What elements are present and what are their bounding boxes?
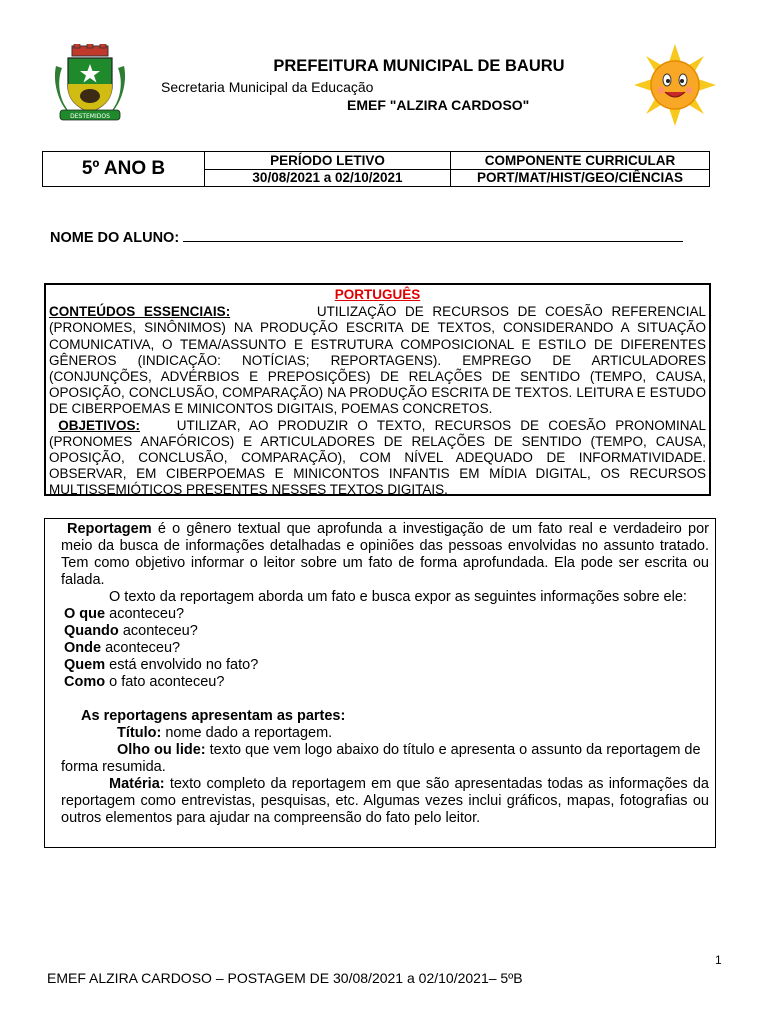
part-olho: Olho ou lide: texto que vem logo abaixo do título e apresenta o assunto da reportagem de forma resumida. xyxy=(61,742,701,775)
conteudos-label: CONTEÚDOS ESSENCIAIS: xyxy=(49,304,231,320)
prefeitura-title: PREFEITURA MUNICIPAL DE BAURU xyxy=(273,57,565,75)
part-materia: Matéria: texto completo da reportagem em que são apresentadas todas as informações da reportagem como entrevistas, pesquisas, etc. Algumas vezes inclui gráficos, mapas, fotografias ou outros elementos para ajudar na compreensão do fato pelo leitor. xyxy=(61,776,710,826)
parts-heading: As reportagens apresentam as partes: xyxy=(81,708,346,724)
objetivos-paragraph xyxy=(49,418,706,499)
componente-header: COMPONENTE CURRICULAR xyxy=(484,152,676,168)
periodo-header: PERÍODO LETIVO xyxy=(270,152,385,168)
municipal-crest-logo xyxy=(50,44,130,122)
reportagem-intro xyxy=(61,521,709,589)
student-name-line xyxy=(50,229,683,246)
periodo-value: 30/08/2021 a 02/10/2021 xyxy=(205,169,450,187)
conteudos-paragraph xyxy=(49,304,706,417)
portugues-heading: PORTUGUÊS xyxy=(334,287,421,302)
conteudos-text: UTILIZAÇÃO DE RECURSOS DE COESÃO REFERENCIAL (PRONOMES, SINÔNIMOS) NA PRODUÇÃO ESCRITA DE TEXTOS, CONSIDERANDO A SITUAÇÃO COMUNICATIVA, O TEMA/ASSUNTO E ESTRUTURA COMPOSICIONAL E ESTILO DE DIFERENTES GÊNEROS (INDICAÇÃO: NOTÍCIAS; REPORTAGENS). EMPREGO DE ARTICULADORES (CONJUNÇÕES, ADVÉRBIOS E PREPOSIÇÕES) DE RELAÇÕES DE SENTIDO (TEMPO, CAUSA, OPOSIÇÃO, CONCLUSÃO, COMPARAÇÃO) NA PRODUÇÃO ESCRITA DE TEXTOS. LEITURA E ESTUDO DE CIBERPOEMAS E MINICONTOS DIGITAIS, POEMAS CONCRETOS. xyxy=(49,304,706,417)
part-titulo: Título: nome dado a reportagem. xyxy=(117,725,333,741)
question-item: Quem está envolvido no fato? xyxy=(64,657,259,673)
reportagem-box xyxy=(44,518,716,848)
question-item: Onde aconteceu? xyxy=(64,640,181,656)
question-item: Quando aconteceu? xyxy=(64,623,198,639)
question-item: Como o fato aconteceu? xyxy=(64,674,225,690)
question-item: O que aconteceu? xyxy=(64,606,185,622)
sun-mascot-icon xyxy=(634,44,716,126)
page-number: 1 xyxy=(715,953,722,967)
school-name: EMEF "ALZIRA CARDOSO" xyxy=(347,97,530,113)
componente-value: PORT/MAT/HIST/GEO/CIÊNCIAS xyxy=(451,169,709,187)
periodo-column xyxy=(205,152,451,186)
reportagem-term: Reportagem xyxy=(67,521,152,537)
reportagem-intro-text: é o gênero textual que aprofunda a investigação de um fato real e verdadeiro por meio da busca de informações detalhadas e opiniões das pessoas envolvidas no assunto tratado. Tem como objetivo informar o leitor sobre um fato de forma aprofundada. Ela pode ser escrita ou falada. xyxy=(61,521,709,588)
class-info-table xyxy=(42,151,710,187)
secretaria-subtitle: Secretaria Municipal da Educação xyxy=(161,79,374,95)
student-name-blank[interactable] xyxy=(183,229,683,242)
class-name: 5º ANO B xyxy=(43,152,205,186)
portugues-box xyxy=(44,283,711,496)
objetivos-text: UTILIZAR, AO PRODUZIR O TEXTO, RECURSOS DE COESÃO PRONOMINAL (PRONOMES ANAFÓRICOS) E ARTICULADORES DE RELAÇÕES DE SENTIDO (TEMPO, CAUSA, OPOSIÇÃO, CONCLUSÃO, COMPARAÇÃO), COM NÍVEL ADEQUADO DE INFORMATIVIDADE. OBSERVAR, EM CIBERPOEMAS E MINICONTOS INFANTIS EM MÍDIA DIGITAL, OS RECURSOS MULTISSEMIÓTICOS PRESENTES NESSES TEXTOS DIGITAIS. xyxy=(49,417,706,498)
student-name-label: NOME DO ALUNO: xyxy=(50,230,180,246)
objetivos-label: OBJETIVOS: xyxy=(58,417,140,433)
reportagem-para2: O texto da reportagem aborda um fato e busca expor as seguintes informações sobre ele: xyxy=(109,589,687,605)
componente-column xyxy=(451,152,709,186)
svg-text:DESTEMIDOS: DESTEMIDOS xyxy=(70,113,110,120)
page-footer: EMEF ALZIRA CARDOSO – POSTAGEM DE 30/08/2021 a 02/10/2021– 5ºB xyxy=(47,970,523,986)
